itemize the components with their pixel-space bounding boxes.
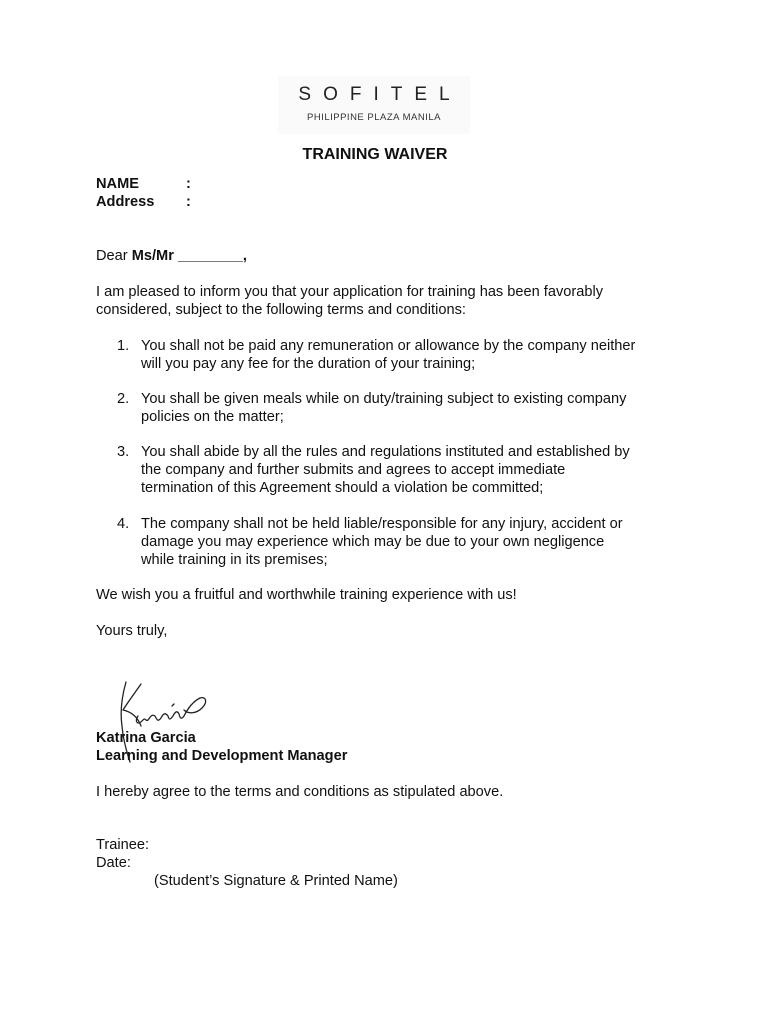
term-line: the company and further submits and agrees to accept immediate [141, 462, 566, 478]
term-line: policies on the matter; [141, 409, 284, 425]
term-line: You shall not be paid any remuneration or allowance by the company neither [141, 338, 636, 354]
date-label: Date: [96, 855, 131, 871]
term-line: The company shall not be held liable/responsible for any injury, accident or [141, 516, 623, 532]
intro-line: I am pleased to inform you that your application for training has been favorably [96, 284, 604, 300]
document-title: TRAINING WAIVER [302, 146, 448, 163]
logo-subtitle: PHILIPPINE PLAZA MANILA [307, 112, 441, 123]
term-line: will you pay any fee for the duration of your training; [141, 356, 476, 372]
signature-caption: (Student’s Signature & Printed Name) [154, 873, 398, 889]
signatory-position: Learning and Development Manager [96, 748, 348, 764]
salutation [96, 247, 656, 265]
closing-wish: We wish you a fruitful and worthwhile training experience with us! [96, 587, 517, 603]
term-line: You shall be given meals while on duty/training subject to existing company [141, 391, 627, 407]
term-number: 4. [117, 516, 130, 532]
salutation-prefix: Dear [96, 248, 128, 264]
sofitel-logo [278, 76, 470, 134]
term-line: damage you may experience which may be due to your own negligence [141, 534, 605, 550]
intro-line: considered, subject to the following terms and conditions: [96, 302, 466, 318]
logo-brand: SOFITEL [298, 84, 462, 105]
intro-paragraph [96, 283, 656, 319]
term-line: You shall abide by all the rules and regulations instituted and established by [141, 444, 630, 460]
address-field-label: Address [96, 194, 155, 210]
salutation-blank: ________, [177, 248, 247, 264]
valediction: Yours truly, [96, 623, 168, 639]
agreement-statement: I hereby agree to the terms and conditions as stipulated above. [96, 784, 504, 800]
term-number: 2. [117, 391, 130, 407]
signatory-name: Katrina Garcia [96, 730, 196, 746]
trainee-label: Trainee: [96, 837, 149, 853]
name-field-colon: : [186, 176, 191, 192]
term-line: termination of this Agreement should a violation be committed; [141, 480, 544, 496]
term-line: while training in its premises; [141, 552, 328, 568]
term-number: 3. [117, 444, 130, 460]
name-field-label: NAME [96, 176, 139, 192]
address-field-colon: : [186, 194, 191, 210]
term-number: 1. [117, 338, 130, 354]
salutation-name: Ms/Mr [131, 248, 174, 264]
